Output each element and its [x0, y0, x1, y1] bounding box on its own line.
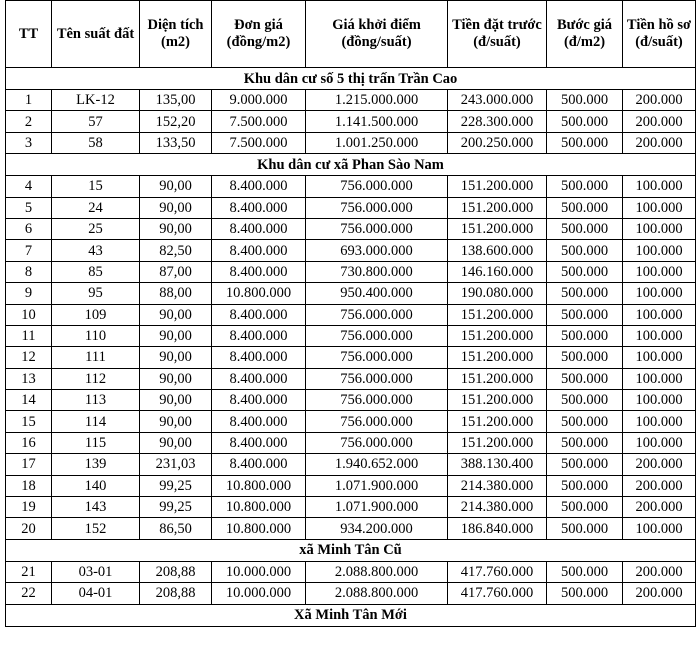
table-cell: 100.000: [623, 283, 696, 304]
table-cell: 10: [6, 304, 52, 325]
table-cell: 90,00: [140, 218, 212, 239]
table-cell: 756.000.000: [306, 176, 448, 197]
table-cell: 151.200.000: [448, 368, 547, 389]
table-cell: 200.000: [623, 475, 696, 496]
table-cell: 200.000: [623, 90, 696, 111]
table-cell: 7.500.000: [212, 111, 306, 132]
header-deposit: Tiền đặt trước (đ/suất): [448, 1, 547, 68]
table-cell: 228.300.000: [448, 111, 547, 132]
table-cell: 693.000.000: [306, 240, 448, 261]
table-cell: 7.500.000: [212, 132, 306, 153]
table-row: [6, 347, 696, 368]
table-cell: 500.000: [547, 368, 623, 389]
table-row: [6, 218, 696, 239]
table-cell: 151.200.000: [448, 432, 547, 453]
table-cell: 6: [6, 218, 52, 239]
table-cell: 100.000: [623, 368, 696, 389]
table-cell: 146.160.000: [448, 261, 547, 282]
table-cell: 115: [52, 432, 140, 453]
table-cell: 151.200.000: [448, 411, 547, 432]
table-cell: 100.000: [623, 304, 696, 325]
table-cell: 90,00: [140, 390, 212, 411]
table-cell: 500.000: [547, 432, 623, 453]
table-cell: 186.840.000: [448, 518, 547, 539]
table-row: [6, 583, 696, 604]
table-row: [6, 475, 696, 496]
table-cell: 151.200.000: [448, 176, 547, 197]
table-cell: 500.000: [547, 347, 623, 368]
table-row: [6, 261, 696, 282]
table-cell: 8.400.000: [212, 197, 306, 218]
table-cell: 13: [6, 368, 52, 389]
table-cell: 8.400.000: [212, 411, 306, 432]
section-row: [6, 604, 696, 626]
table-cell: 5: [6, 197, 52, 218]
table-row: [6, 304, 696, 325]
table-cell: 243.000.000: [448, 90, 547, 111]
table-cell: 90,00: [140, 432, 212, 453]
table-cell: 1.001.250.000: [306, 132, 448, 153]
table-cell: 100.000: [623, 261, 696, 282]
table-cell: 100.000: [623, 390, 696, 411]
table-cell: 500.000: [547, 218, 623, 239]
table-cell: 100.000: [623, 218, 696, 239]
table-cell: 7: [6, 240, 52, 261]
section-row: [6, 539, 696, 561]
table-row: [6, 411, 696, 432]
table-cell: 500.000: [547, 261, 623, 282]
table-cell: 200.000: [623, 132, 696, 153]
table-cell: 8: [6, 261, 52, 282]
table-row: [6, 390, 696, 411]
table-cell: 190.080.000: [448, 283, 547, 304]
table-cell: 1.071.900.000: [306, 497, 448, 518]
section-row: [6, 68, 696, 90]
table-cell: 2: [6, 111, 52, 132]
table-cell: 417.760.000: [448, 583, 547, 604]
table-cell: 100.000: [623, 432, 696, 453]
table-row: [6, 176, 696, 197]
table-cell: 10.000.000: [212, 561, 306, 582]
table-cell: 90,00: [140, 368, 212, 389]
section-row: [6, 154, 696, 176]
table-cell: 88,00: [140, 283, 212, 304]
table-cell: 99,25: [140, 497, 212, 518]
table-row: [6, 432, 696, 453]
table-cell: 111: [52, 347, 140, 368]
table-cell: 3: [6, 132, 52, 153]
table-cell: 756.000.000: [306, 432, 448, 453]
section-title: Khu dân cư xã Phan Sào Nam: [6, 154, 696, 176]
table-cell: 756.000.000: [306, 325, 448, 346]
table-cell: 730.800.000: [306, 261, 448, 282]
table-cell: 18: [6, 475, 52, 496]
table-cell: 15: [52, 176, 140, 197]
table-cell: 1.215.000.000: [306, 90, 448, 111]
table-cell: 10.800.000: [212, 518, 306, 539]
table-cell: 388.130.400: [448, 454, 547, 475]
table-cell: 4: [6, 176, 52, 197]
table-cell: 200.000: [623, 561, 696, 582]
table-cell: 214.380.000: [448, 475, 547, 496]
table-cell: 500.000: [547, 283, 623, 304]
table-cell: 12: [6, 347, 52, 368]
header-dossier-fee: Tiền hồ sơ (đ/suất): [623, 1, 696, 68]
table-cell: 8.400.000: [212, 347, 306, 368]
table-cell: 100.000: [623, 325, 696, 346]
table-cell: 500.000: [547, 197, 623, 218]
table-row: [6, 111, 696, 132]
table-cell: 138.600.000: [448, 240, 547, 261]
table-cell: 90,00: [140, 411, 212, 432]
table-row: [6, 325, 696, 346]
table-row: [6, 283, 696, 304]
table-cell: 8.400.000: [212, 454, 306, 475]
table-cell: 500.000: [547, 304, 623, 325]
table-cell: 1.141.500.000: [306, 111, 448, 132]
table-cell: 756.000.000: [306, 218, 448, 239]
table-cell: 151.200.000: [448, 325, 547, 346]
table-cell: 756.000.000: [306, 197, 448, 218]
table-cell: 8.400.000: [212, 432, 306, 453]
header-lot-name: Tên suất đất: [52, 1, 140, 68]
table-cell: 200.000: [623, 583, 696, 604]
table-cell: 151.200.000: [448, 197, 547, 218]
table-cell: 04-01: [52, 583, 140, 604]
land-auction-table: [5, 0, 696, 627]
table-cell: 500.000: [547, 90, 623, 111]
table-cell: 151.200.000: [448, 347, 547, 368]
table-cell: 417.760.000: [448, 561, 547, 582]
table-row: [6, 497, 696, 518]
table-cell: 151.200.000: [448, 390, 547, 411]
table-cell: 214.380.000: [448, 497, 547, 518]
header-row: [6, 1, 696, 68]
table-cell: 87,00: [140, 261, 212, 282]
table-cell: 500.000: [547, 390, 623, 411]
table-cell: 8.400.000: [212, 218, 306, 239]
table-cell: 22: [6, 583, 52, 604]
table-cell: 133,50: [140, 132, 212, 153]
table-cell: 151.200.000: [448, 304, 547, 325]
table-cell: 03-01: [52, 561, 140, 582]
table-cell: 100.000: [623, 197, 696, 218]
table-cell: 200.000: [623, 111, 696, 132]
table-cell: 25: [52, 218, 140, 239]
table-cell: 57: [52, 111, 140, 132]
table-cell: 20: [6, 518, 52, 539]
table-row: [6, 240, 696, 261]
table-cell: 58: [52, 132, 140, 153]
table-cell: 756.000.000: [306, 411, 448, 432]
table-row: [6, 132, 696, 153]
table-cell: 8.400.000: [212, 390, 306, 411]
table-cell: 151.200.000: [448, 218, 547, 239]
table-cell: 135,00: [140, 90, 212, 111]
table-cell: 500.000: [547, 132, 623, 153]
table-row: [6, 197, 696, 218]
section-title: Xã Minh Tân Mới: [6, 604, 696, 626]
table-cell: 1: [6, 90, 52, 111]
table-row: [6, 90, 696, 111]
table-cell: 100.000: [623, 411, 696, 432]
table-cell: 8.400.000: [212, 176, 306, 197]
table-cell: 10.800.000: [212, 283, 306, 304]
table-cell: 10.800.000: [212, 497, 306, 518]
table-cell: 100.000: [623, 518, 696, 539]
table-cell: 21: [6, 561, 52, 582]
table-cell: 1.071.900.000: [306, 475, 448, 496]
table-cell: 756.000.000: [306, 390, 448, 411]
table-body: [6, 68, 696, 627]
table-cell: 24: [52, 197, 140, 218]
table-cell: 200.000: [623, 454, 696, 475]
table-cell: 231,03: [140, 454, 212, 475]
table-cell: 500.000: [547, 497, 623, 518]
table-cell: 16: [6, 432, 52, 453]
header-unit-price: Đơn giá (đồng/m2): [212, 1, 306, 68]
table-cell: 500.000: [547, 325, 623, 346]
table-cell: 100.000: [623, 240, 696, 261]
section-title: xã Minh Tân Cũ: [6, 539, 696, 561]
table-cell: 8.400.000: [212, 304, 306, 325]
table-cell: 100.000: [623, 347, 696, 368]
table-cell: 500.000: [547, 518, 623, 539]
table-row: [6, 454, 696, 475]
table-cell: 500.000: [547, 475, 623, 496]
table-cell: 2.088.800.000: [306, 561, 448, 582]
table-cell: 934.200.000: [306, 518, 448, 539]
header-area: Diện tích (m2): [140, 1, 212, 68]
table-cell: 99,25: [140, 475, 212, 496]
table-cell: 17: [6, 454, 52, 475]
table-cell: 114: [52, 411, 140, 432]
table-cell: 19: [6, 497, 52, 518]
table-cell: 500.000: [547, 583, 623, 604]
table-cell: 95: [52, 283, 140, 304]
table-cell: 500.000: [547, 176, 623, 197]
table-cell: 9: [6, 283, 52, 304]
table-cell: 90,00: [140, 197, 212, 218]
table-row: [6, 518, 696, 539]
table-cell: 90,00: [140, 176, 212, 197]
table-row: [6, 561, 696, 582]
table-cell: 139: [52, 454, 140, 475]
table-cell: 90,00: [140, 304, 212, 325]
header-starting-price: Giá khởi điểm (đồng/suất): [306, 1, 448, 68]
table-cell: 208,88: [140, 583, 212, 604]
table-cell: 756.000.000: [306, 347, 448, 368]
table-cell: 90,00: [140, 325, 212, 346]
table-cell: 9.000.000: [212, 90, 306, 111]
table-cell: 500.000: [547, 240, 623, 261]
table-cell: 11: [6, 325, 52, 346]
table-cell: 15: [6, 411, 52, 432]
header-tt: TT: [6, 1, 52, 68]
table-cell: 143: [52, 497, 140, 518]
table-cell: 152,20: [140, 111, 212, 132]
table-cell: 756.000.000: [306, 368, 448, 389]
table-cell: 14: [6, 390, 52, 411]
table-cell: 152: [52, 518, 140, 539]
table-cell: 2.088.800.000: [306, 583, 448, 604]
table-cell: 85: [52, 261, 140, 282]
section-title: Khu dân cư số 5 thị trấn Trần Cao: [6, 68, 696, 90]
table-cell: 200.250.000: [448, 132, 547, 153]
table-cell: 100.000: [623, 176, 696, 197]
table-cell: 140: [52, 475, 140, 496]
table-cell: 500.000: [547, 561, 623, 582]
table-cell: 113: [52, 390, 140, 411]
table-cell: LK-12: [52, 90, 140, 111]
table-cell: 8.400.000: [212, 368, 306, 389]
table-cell: 500.000: [547, 111, 623, 132]
table-cell: 43: [52, 240, 140, 261]
table-cell: 82,50: [140, 240, 212, 261]
table-cell: 200.000: [623, 497, 696, 518]
table-cell: 10.800.000: [212, 475, 306, 496]
table-cell: 756.000.000: [306, 304, 448, 325]
table-cell: 109: [52, 304, 140, 325]
table-cell: 86,50: [140, 518, 212, 539]
table-cell: 8.400.000: [212, 261, 306, 282]
table-cell: 90,00: [140, 347, 212, 368]
table-cell: 110: [52, 325, 140, 346]
header-price-step: Bước giá (đ/m2): [547, 1, 623, 68]
table-cell: 208,88: [140, 561, 212, 582]
table-cell: 112: [52, 368, 140, 389]
table-cell: 10.000.000: [212, 583, 306, 604]
table-row: [6, 368, 696, 389]
table-cell: 950.400.000: [306, 283, 448, 304]
table-cell: 500.000: [547, 411, 623, 432]
table-cell: 8.400.000: [212, 325, 306, 346]
table-cell: 8.400.000: [212, 240, 306, 261]
table-cell: 1.940.652.000: [306, 454, 448, 475]
table-cell: 500.000: [547, 454, 623, 475]
